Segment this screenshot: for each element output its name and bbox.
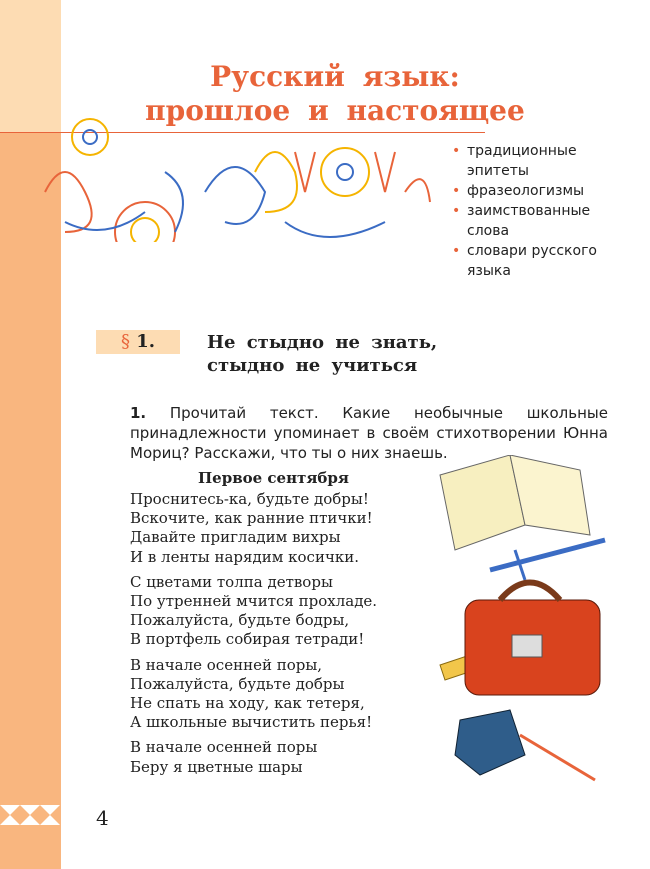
stanza: [130, 656, 377, 733]
stanza: [130, 490, 377, 567]
task-text: Прочитай текст. Какие необычные школьные принадлежности упоминает в своём стихотворении Юнна Мориц? Расскажи, что ты о них знаешь.: [130, 404, 608, 462]
topics-list: [452, 141, 627, 281]
notebook-icon: [440, 455, 590, 550]
stanza: [130, 573, 377, 650]
pen-icon: [490, 540, 605, 580]
poem-line: Пожалуйста, будьте добры: [130, 674, 345, 693]
poem: [130, 490, 377, 783]
title-line: прошлое и настоящее: [145, 94, 525, 127]
folk-ornament: [25, 112, 435, 242]
topic-item: • фразеологизмы: [452, 181, 627, 201]
poem-line: В начале осенней поры: [130, 738, 318, 757]
section-title-line: Не стыдно не знать,: [207, 332, 438, 353]
section-symbol: §: [120, 331, 130, 352]
poem-line: Давайте пригладим вихры: [130, 528, 341, 547]
poem-line: По утренней мчится прохладе.: [130, 592, 378, 611]
poem-line: Не спать на ходу, как тетеря,: [130, 694, 365, 713]
stanza: [130, 738, 377, 776]
poem-line: Вскочите, как ранние птички!: [130, 509, 373, 528]
page-number: 4: [96, 806, 109, 830]
school-bag-icon: [465, 583, 600, 696]
poem-line: Пожалуйста, будьте бодры,: [130, 611, 350, 630]
topic-item: • словари русского языка: [452, 241, 627, 281]
section-title-line: стыдно не учиться: [207, 355, 418, 376]
title-line: Русский язык:: [210, 60, 460, 93]
task-number: 1.: [130, 404, 147, 422]
poem-line: А школьные вычистить перья!: [130, 713, 373, 732]
inkwell-icon: [455, 710, 595, 780]
poem-line: В начале осенней поры,: [130, 655, 323, 674]
poem-line: С цветами толпа детворы: [130, 572, 333, 591]
section-title: [207, 331, 437, 377]
poem-line: И в ленты нарядим косички.: [130, 547, 360, 566]
school-supplies-illustration: [430, 455, 610, 785]
poem-line: Проснитесь-ка, будьте добры!: [130, 490, 369, 508]
topic-item: • традиционные эпитеты: [452, 141, 627, 181]
section-number: 1.: [136, 331, 156, 352]
task: [130, 403, 608, 463]
poem-line: В портфель собирая тетради!: [130, 630, 365, 649]
section-badge: [96, 330, 180, 354]
poem-title: Первое сентября: [198, 469, 349, 487]
topic-item: • заимствованные слова: [452, 201, 627, 241]
zigzag-ornament: [0, 805, 61, 825]
sidebar: [0, 133, 61, 869]
poem-line: Беру я цветные шары: [130, 757, 303, 776]
